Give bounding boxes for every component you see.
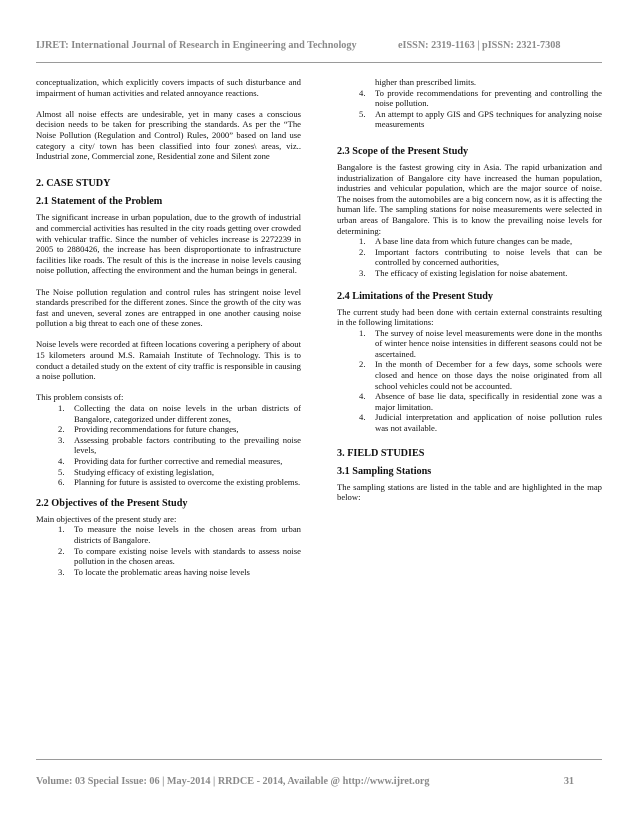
paragraph: The sampling stations are listed in the table and are highlighted in the map below: [337, 481, 602, 503]
running-header [36, 40, 602, 51]
list-item: 3. To locate the problematic areas having noise levels [58, 566, 250, 577]
footer-rule [36, 759, 602, 760]
objectives-list [36, 524, 301, 577]
list-item: 2. To compare existing noise levels with standards to assess noise pollution in the chosen areas. [58, 545, 301, 567]
paragraph: This problem consists of: [36, 392, 124, 403]
subsection-heading: 2.4 Limitations of the Present Study [337, 290, 494, 302]
page-number: 31 [563, 776, 574, 787]
list-item: 2. In the month of December for a few days, some schools were closed and hence on those days the noise originated from all school vehicles could not be accounted. [359, 359, 602, 391]
paragraph: Main objectives of the present study are: [36, 513, 177, 524]
left-column [36, 77, 301, 577]
paragraph: Almost all noise effects are undesirable, yet in many cases a conscious decision needs to be taken for prescribing the standards. As per the “The Noise Pollution (Regulation and Control) Rules, 2000” based on land use category a city/ town has been classified into four zones\ areas, viz.. Industrial zone, Commercial zone, Residential zone and Silent zone [36, 108, 301, 162]
paragraph: The current study had been done with certain external constraints resulting in the following limitations: [337, 306, 602, 328]
paragraph: The significant increase in urban population, due to the growth of industrial and commercial activities has resulted in the city roads getting over crowded with vehicular traffic. Since the number of vehicles increase is 2272239 in 2005 to 2880426, the increase has been disproportionate to infrastructure facilities like roads. The result of this is the increase in noise levels causing noise pollution, affecting the environment and the human beings in general. [36, 212, 301, 276]
issn-label: eISSN: 2319-1163 | pISSN: 2321-7308 [398, 40, 561, 51]
list-item: 1. To measure the noise levels in the chosen areas from urban districts of Bangalore. [58, 524, 301, 545]
subsection-heading: 3.1 Sampling Stations [337, 465, 432, 477]
list-item: 6. Planning for future is assisted to overcome the existing problems. [58, 477, 301, 488]
running-footer [36, 776, 602, 787]
limitations-list [337, 328, 602, 434]
subsection-heading: 2.1 Statement of the Problem [36, 196, 163, 208]
list-item: 1. The survey of noise level measurements were done in the months of winter hence noise intensities in different seasons could not be ascertained. [359, 327, 602, 359]
paragraph: Noise levels were recorded at fifteen locations covering a periphery of about 15 kilometers around M.S. Ramaiah Institute of Technology. This is to conduct a detailed study on the extent of city traffic is responsible in causing a noise pollution. [36, 339, 301, 382]
paragraph: conceptualization, which explicitly covers impacts of such disturbance and impairment of human activities and related annoyance reactions. [36, 77, 301, 98]
paragraph: The Noise pollution regulation and control rules has stringent noise level standards prescribed for the different zones. Since the growth of the city was fast and uneven, several zones are entrapped in one another causing noise pollution a big threat to each one of these zones. [36, 286, 301, 329]
problem-list [36, 403, 301, 488]
determining-list [337, 236, 602, 278]
list-item: 1. Collecting the data on noise levels in the urban districts of Bangalore, categorized under different zones, [58, 403, 301, 424]
list-item: 5. Studying efficacy of existing legislation, [58, 466, 214, 477]
list-item: 4. Judicial interpretation and application of noise pollution rules was not available. [359, 412, 602, 434]
subsection-heading: 2.2 Objectives of the Present Study [36, 497, 188, 509]
list-item: 3. Assessing probable factors contributing to the prevailing noise levels, [58, 434, 301, 456]
header-rule [36, 62, 602, 63]
right-column [337, 77, 602, 513]
list-item: 3. The efficacy of existing legislation for noise abatement. [359, 267, 568, 278]
list-item: 2. Important factors contributing to noise levels that can be controlled by concerned authorities, [359, 246, 602, 268]
list-item: 5. An attempt to apply GIS and GPS techniques for analyzing noise measurements [359, 108, 602, 130]
list-item: higher than prescribed limits. [375, 77, 477, 87]
list-item: 4. To provide recommendations for preventing and controlling the noise pollution. [359, 87, 602, 109]
list-item: 4. Providing data for further corrective and remedial measures, [58, 456, 283, 466]
section-heading: 2. CASE STUDY [36, 178, 111, 190]
list-item: 4. Absence of base lie data, specifically in residential zone was a major limitation. [359, 391, 602, 412]
subsection-heading: 2.3 Scope of the Present Study [337, 145, 469, 157]
section-heading: 3. FIELD STUDIES [337, 447, 425, 459]
objectives-list-continued [337, 77, 602, 130]
list-item: 1. A base line data from which future changes can be made, [359, 236, 573, 247]
list-item: 2. Providing recommendations for future changes, [58, 424, 239, 435]
paragraph: Bangalore is the fastest growing city in Asia. The rapid urbanization and industrialization of Bangalore city have increased the human population, industries and vehicular population, which are the major source of noise. The noises from the automobiles are a big concern now, as it is affecting the human life. The sampling stations for noise measurements were selected in urban areas of Bangalore. This is to know the prevailing noise levels for determining: [337, 161, 602, 236]
footer-text: Volume: 03 Special Issue: 06 | May-2014 | RRDCE - 2014, Available @ http://www.ijret.org [36, 776, 430, 787]
journal-title: IJRET: International Journal of Research in Engineering and Technology [36, 40, 357, 51]
